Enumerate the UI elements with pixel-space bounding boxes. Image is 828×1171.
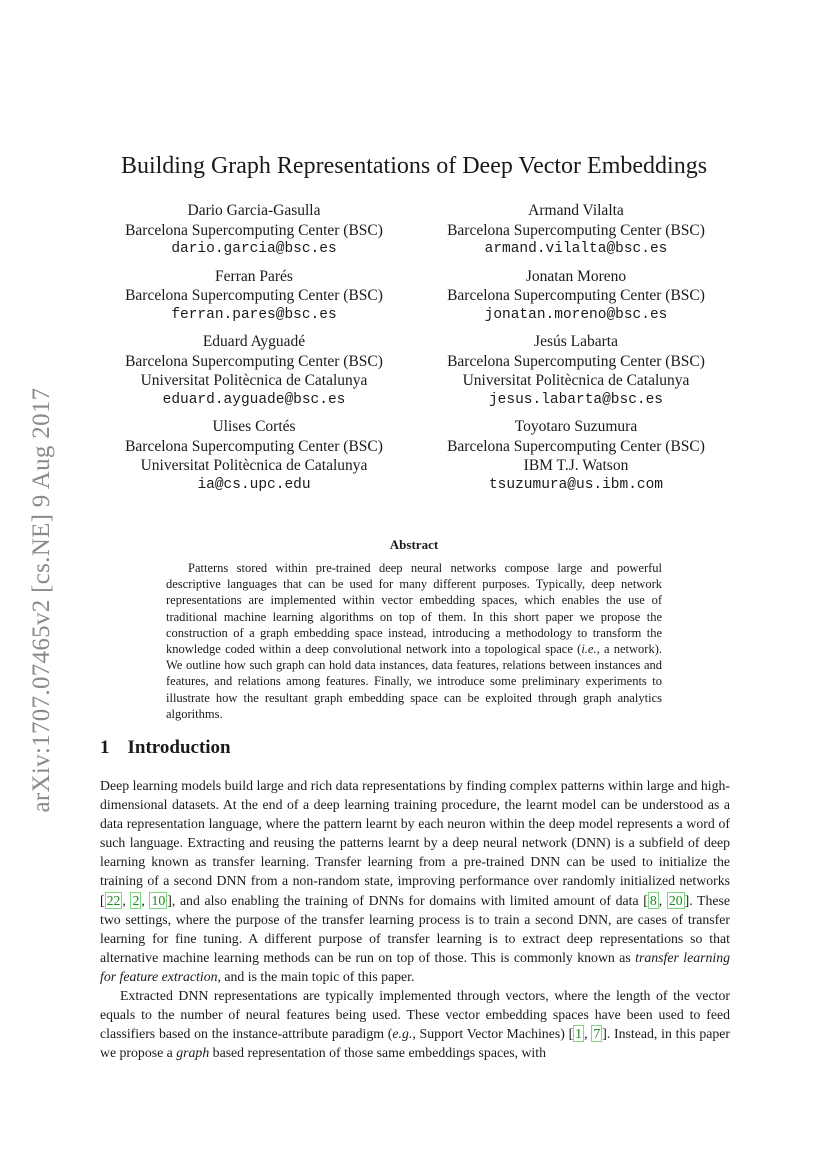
author-email[interactable]: armand.vilalta@bsc.es [484,241,668,257]
author-name: Ulises Cortés [212,418,296,435]
section-heading-introduction [100,737,231,759]
author-email[interactable]: jesus.labarta@bsc.es [488,391,664,408]
author-armand [422,201,730,260]
author-jesus [422,332,730,410]
section-title: Introduction [127,737,231,758]
citation-link[interactable]: 22 [106,892,121,908]
author-ferran [100,267,408,326]
abstract-heading: Abstract [389,537,439,552]
section-number: 1 [100,737,110,758]
citation-link[interactable]: 8 [649,892,657,908]
author-name: Armand Vilalta [528,202,624,219]
author-affiliation: Barcelona Supercomputing Center (BSC) [125,352,383,370]
author-email[interactable]: tsuzumura@us.ibm.com [488,476,664,493]
introduction-body [100,776,730,1062]
arxiv-sidebar [22,360,62,840]
citation-link[interactable]: 1 [575,1026,583,1042]
author-email[interactable]: dario.garcia@bsc.es [171,241,337,257]
author-email[interactable]: jonatan.moreno@bsc.es [484,306,668,323]
author-affiliation: Barcelona Supercomputing Center (BSC) [447,221,705,239]
author-affiliation: Barcelona Supercomputing Center (BSC) [125,437,383,455]
author-affiliation: Barcelona Supercomputing Center (BSC) [447,287,705,304]
paragraph: Extracted DNN representations are typically implemented through vectors, where the length of the vector equals to the number of neural features being used. These vector embedding spaces have been used to feed classifiers based on the instance-attribute paradigm (e.g., Support Vector Machines) [ 1 , 7 ]. Instead, in this paper we propose a graph based representation of those same embeddings spaces, with [100,988,730,1061]
citation-link[interactable]: 10 [151,892,166,908]
author-dario [100,201,408,260]
author-eduard [100,332,408,410]
author-email[interactable]: eduard.ayguade@bsc.es [162,391,346,408]
citation-link[interactable]: 7 [593,1026,601,1042]
author-ulises [100,417,408,495]
author-affiliation: IBM T.J. Watson [523,457,629,474]
author-affiliation: Barcelona Supercomputing Center (BSC) [125,287,383,304]
author-name: Toyotaro Suzumura [514,418,638,435]
author-toyotaro [422,417,730,495]
author-name: Dario Garcia-Gasulla [187,202,321,219]
paper-title: Building Graph Representations of Deep Vector Embeddings [120,153,708,179]
citation-link[interactable]: 20 [668,892,683,908]
author-email[interactable]: ia@cs.upc.edu [197,476,311,493]
author-affiliation: Barcelona Supercomputing Center (BSC) [125,221,383,239]
arxiv-identifier: arXiv:1707.07465v2 [cs.NE] 9 Aug 2017 [28,387,55,813]
author-name: Jesús Labarta [534,333,618,350]
author-name: Ferran Parés [215,267,293,285]
author-affiliation: Universitat Politècnica de Catalunya [140,372,368,389]
author-email[interactable]: ferran.pares@bsc.es [171,306,337,323]
author-affiliation: Barcelona Supercomputing Center (BSC) [447,352,705,370]
author-name: Jonatan Moreno [525,267,627,285]
author-jonatan [422,267,730,326]
abstract-text: Patterns stored within pre-trained deep neural networks compose large and powerful descriptive languages that can be used for many different purposes. Typically, deep network representations are implemented within vector embedding spaces, which enables the use of traditional machine learning algorithms on top of them. In this short paper we propose the construction of a graph embedding space instead, introducing a methodology to transform the knowledge coded within a deep convolutional network into a topological space (i.e., a network). We outline how such graph can hold data instances, data features, relations between instances and features, and relations among features. Finally, we introduce some preliminary experiments to illustrate how the resultant graph embedding space can be exploited through graph analytics algorithms. [166,561,663,721]
author-name: Eduard Ayguadé [202,333,306,350]
author-affiliation: Universitat Politècnica de Catalunya [140,457,368,474]
author-affiliation: Barcelona Supercomputing Center (BSC) [447,437,705,455]
citation-link[interactable]: 2 [132,892,140,908]
paragraph: Deep learning models build large and rich data representations by finding complex patterns within large and high-dimensional datasets. At the end of a deep learning training procedure, the learnt model can be understood as a data representation language, where the pattern learnt by each neuron within the deep model represents a word of such language. Extracting and reusing the patterns learnt by a deep neural network (DNN) is a subfield of deep learning known as transfer learning. Transfer learning from a pre-trained DNN can be used to initialize the training of a second DNN from a non-random state, improving performance over randomly initialized networks [ 22 , 2 , 10 ], and also enabling the training of DNNs for domains with limited amount of data [ 8 , 20 ]. These two settings, where the purpose of the transfer learning process is to train a second DNN, are cases of transfer learning for fine tuning. A different purpose of transfer learning is to extract deep representations so that alternative machine learning methods can be run on top of those. This is commonly known as transfer learning for feature extraction, and is the main topic of this paper. [100,778,730,984]
author-block [100,201,730,502]
author-affiliation: Universitat Politècnica de Catalunya [462,372,690,389]
